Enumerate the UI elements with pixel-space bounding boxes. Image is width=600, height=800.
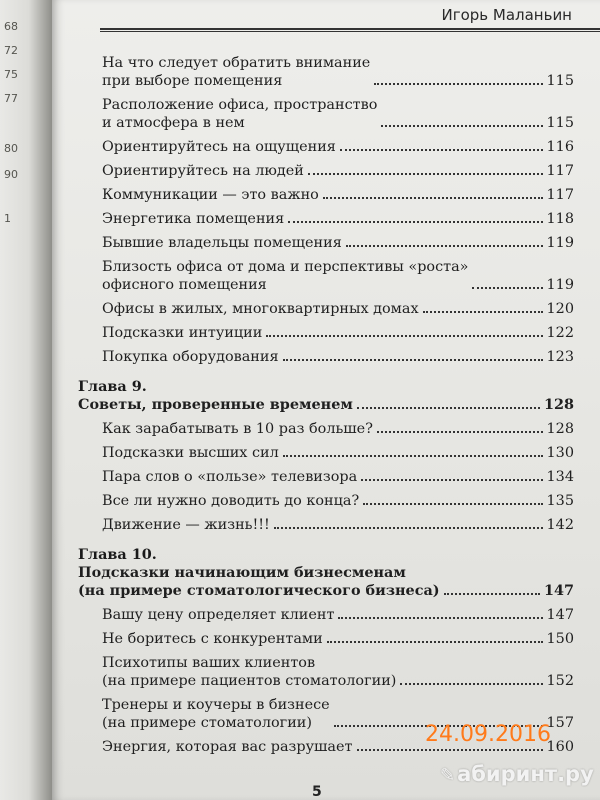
running-head: Игорь Маланьин [441,6,572,24]
toc-entry [78,654,574,690]
chapter-title [78,564,574,600]
toc-entry [78,324,574,342]
entry-title: Энергетика помещения [102,211,285,227]
chapter-label: Глава 9. [78,378,147,395]
margin-number: 80 [4,142,18,155]
page-number: 152 [546,673,574,689]
date-stamp: 24.09.2016 [425,722,551,747]
entry-title: Подсказки интуиции [102,325,263,341]
page-number: 147 [543,582,574,599]
toc-entry [78,516,574,534]
entry-title: Все ли нужно доводить до конца? [102,493,360,509]
page-number: 128 [546,421,574,437]
entry-title: На что следует обратить внимание при выборе помещения [102,55,371,89]
watermark [440,762,594,786]
margin-number: 75 [4,68,18,81]
book-icon: ✎ [440,765,456,786]
page-number: 118 [546,211,574,227]
dot-leader [327,641,543,643]
toc-entry [78,492,574,510]
table-of-contents [78,54,574,762]
entry-title: Советы, проверенные временем [78,396,353,413]
entry-title: Коммуникации — это важно [102,187,319,203]
page-number: 117 [546,187,574,203]
entry-title: Пара слов о «пользе» телевизора [102,469,358,485]
entry-title: Вашу цену определяет клиент [102,607,335,623]
toc-entry [78,348,574,366]
entry-title: Близость офиса от дома и перспективы «роста» офисного помещения [102,259,469,293]
page-number: 119 [546,235,574,251]
toc-entry [78,300,574,318]
entry-title: Ориентируйтесь на людей [102,163,304,179]
margin-number: 72 [4,44,18,57]
dot-leader [308,173,543,175]
dot-leader [357,749,543,751]
dot-leader [400,683,542,685]
toc-entry [78,630,574,648]
page-number: 150 [546,631,574,647]
dot-leader [357,407,540,409]
margin-number: 77 [4,92,18,105]
dot-leader [472,287,542,289]
entry-title: Как зарабатывать в 10 раз больше? [102,421,373,437]
watermark-text: абиринт.ру [457,762,594,786]
page-number: 134 [546,469,574,485]
header-rule [100,28,600,32]
dot-leader [323,197,543,199]
toc-entry [78,96,574,132]
toc-entry [78,162,574,180]
dot-leader [346,245,543,247]
chapter-title [78,396,574,414]
dot-leader [340,149,543,151]
dot-leader [381,125,542,127]
margin-number: 1 [4,212,11,225]
page-number: 115 [546,115,574,131]
dot-leader [338,617,542,619]
page-number: 120 [546,301,574,317]
entry-title: Тренеры и коучеры в бизнесе (на примере стоматологии) [102,697,330,731]
dot-leader [361,479,542,481]
page-number: 117 [546,163,574,179]
dot-leader [377,431,543,433]
page-number: 160 [546,739,574,755]
page-number: 119 [546,277,574,293]
page-number: 128 [543,396,574,413]
toc-entry [78,444,574,462]
dot-leader [363,503,542,505]
dot-leader [288,221,542,223]
dot-leader [423,311,543,313]
margin-number: 68 [4,20,18,33]
entry-title: Подсказки высших сил [102,445,279,461]
entry-title: Энергия, которая вас разрушает [102,739,353,755]
entry-title: Покупка оборудования [102,349,279,365]
page-number: 122 [546,325,574,341]
entry-title: Не боритесь с конкурентами [102,631,323,647]
dot-leader [283,455,543,457]
toc-entry [78,258,574,294]
dot-leader [274,527,543,529]
toc-entry [78,606,574,624]
page-number: 135 [546,493,574,509]
book-page [52,0,600,800]
facing-page-edge [0,0,52,800]
entry-title: Движение — жизнь!!! [102,517,270,533]
toc-entry [78,186,574,204]
page-number: 147 [546,607,574,623]
toc-entry [78,54,574,90]
toc-entry [78,468,574,486]
dot-leader [444,593,540,595]
entry-title: Психотипы ваших клиентов (на примере пациентов стоматологии) [102,655,397,689]
page-number: 142 [546,517,574,533]
page-number: 115 [546,73,574,89]
dot-leader [283,359,543,361]
page-number: 116 [546,139,574,155]
page-number: 157 [546,715,574,731]
dot-leader [374,83,542,85]
entry-title: Офисы в жилых, многоквартирных домах [102,301,419,317]
toc-entry [78,234,574,252]
entry-title: Расположение офиса, пространство и атмосфера в нем [102,97,378,131]
entry-title: Подсказки начинающим бизнесменам (на примере стоматологического бизнеса) [78,564,440,599]
entry-title: Ориентируйтесь на ощущения [102,139,336,155]
page-number: 130 [546,445,574,461]
chapter-label: Глава 10. [78,546,157,563]
dot-leader [266,335,542,337]
toc-entry [78,138,574,156]
margin-number: 90 [4,168,18,181]
page-number: 123 [546,349,574,365]
toc-entry [78,210,574,228]
toc-entry [78,420,574,438]
entry-title: Бывшие владельцы помещения [102,235,342,251]
page-folio: 5 [312,784,322,800]
